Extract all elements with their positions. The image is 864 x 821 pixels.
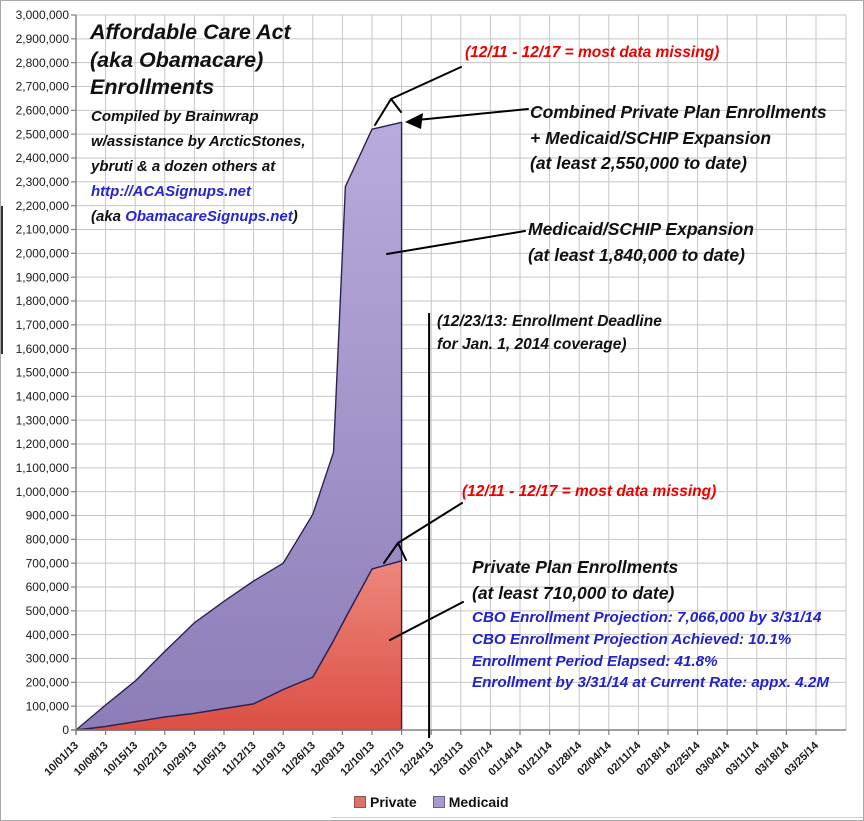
svg-text:01/28/14: 01/28/14 <box>545 739 585 779</box>
svg-text:800,000: 800,000 <box>25 532 69 547</box>
credit-line-2: w/assistance by ArcticStones, <box>91 133 306 150</box>
svg-text:1,800,000: 1,800,000 <box>15 294 69 309</box>
svg-text:2,200,000: 2,200,000 <box>15 198 69 213</box>
medicaid-line-1: Medicaid/SCHIP Expansion <box>528 219 754 239</box>
combined-line-1: Combined Private Plan Enrollments <box>530 102 827 122</box>
cbo-line-3: Enrollment Period Elapsed: 41.8% <box>472 652 718 670</box>
svg-text:300,000: 300,000 <box>25 651 69 666</box>
combined-line-2: + Medicaid/SCHIP Expansion <box>530 127 772 148</box>
note-cbo-projections <box>472 607 829 694</box>
medicaid-line-2: (at least 1,840,000 to date) <box>528 244 745 265</box>
svg-text:02/04/14: 02/04/14 <box>575 739 614 779</box>
svg-text:2,700,000: 2,700,000 <box>15 79 69 94</box>
pointer-combined-arrowhead <box>405 113 423 129</box>
private-swatch-icon <box>354 796 366 808</box>
credit-line-1: Compiled by Brainwrap <box>91 108 259 125</box>
credits-block <box>91 104 306 229</box>
svg-text:03/25/14: 03/25/14 <box>782 739 822 779</box>
svg-text:03/04/14: 03/04/14 <box>693 739 733 779</box>
pointer-medicaid <box>387 231 525 254</box>
svg-text:1,200,000: 1,200,000 <box>15 437 69 452</box>
chart-legend <box>354 794 509 810</box>
svg-text:03/11/14: 03/11/14 <box>723 739 762 778</box>
svg-text:3,000,000: 3,000,000 <box>15 8 69 23</box>
svg-text:600,000: 600,000 <box>25 580 69 595</box>
cbo-line-1: CBO Enrollment Projection: 7,066,000 by 3/31/14 <box>472 609 822 626</box>
svg-text:1,600,000: 1,600,000 <box>15 341 69 356</box>
credit-line-3: ybruti & a dozen others at <box>91 158 276 175</box>
svg-text:2,000,000: 2,000,000 <box>15 246 69 261</box>
svg-text:12/03/13: 12/03/13 <box>308 739 348 779</box>
svg-text:1,100,000: 1,100,000 <box>15 461 69 475</box>
svg-text:2,900,000: 2,900,000 <box>15 32 69 46</box>
medicaid-swatch-icon <box>433 796 445 808</box>
svg-text:01/07/14: 01/07/14 <box>456 739 496 779</box>
svg-text:12/17/13: 12/17/13 <box>367 739 407 779</box>
svg-text:2,500,000: 2,500,000 <box>15 127 69 142</box>
svg-text:02/18/14: 02/18/14 <box>634 739 674 779</box>
title-line-1: Affordable Care Act <box>90 20 291 44</box>
legend-entry-private <box>354 794 417 810</box>
svg-text:03/18/14: 03/18/14 <box>752 739 792 779</box>
svg-text:100,000: 100,000 <box>25 699 69 714</box>
svg-text:1,300,000: 1,300,000 <box>15 413 69 428</box>
legend-entry-medicaid <box>433 794 509 810</box>
svg-text:200,000: 200,000 <box>25 675 69 690</box>
aka-prefix: (aka <box>91 208 126 225</box>
note-private-enrollments <box>472 555 678 606</box>
svg-text:12/10/13: 12/10/13 <box>338 739 378 779</box>
svg-text:1,400,000: 1,400,000 <box>15 389 69 404</box>
svg-text:12/24/13: 12/24/13 <box>397 739 437 779</box>
note-missing-data-top: (12/11 - 12/17 = most data missing) <box>465 44 720 61</box>
svg-text:02/11/14: 02/11/14 <box>605 739 644 778</box>
svg-text:10/15/13: 10/15/13 <box>101 739 141 779</box>
svg-text:1,700,000: 1,700,000 <box>15 318 69 332</box>
cbo-line-2: CBO Enrollment Projection Achieved: 10.1% <box>472 630 792 648</box>
svg-text:1,900,000: 1,900,000 <box>15 270 69 285</box>
svg-text:2,600,000: 2,600,000 <box>15 103 69 118</box>
note-combined-enrollments <box>530 100 827 177</box>
svg-text:10/08/13: 10/08/13 <box>71 739 111 779</box>
svg-text:2,800,000: 2,800,000 <box>15 55 69 70</box>
svg-text:1,500,000: 1,500,000 <box>15 365 69 380</box>
svg-text:11/19/13: 11/19/13 <box>249 739 289 778</box>
svg-text:2,300,000: 2,300,000 <box>15 175 69 189</box>
svg-text:700,000: 700,000 <box>25 556 69 571</box>
svg-text:10/22/13: 10/22/13 <box>131 739 170 779</box>
bottom-frame-line <box>331 817 864 818</box>
svg-text:10/01/13: 10/01/13 <box>42 739 82 779</box>
combined-line-3: (at least 2,550,000 to date) <box>530 153 747 173</box>
svg-text:01/21/14: 01/21/14 <box>515 739 555 779</box>
svg-text:01/14/14: 01/14/14 <box>486 739 526 779</box>
title-line-2: (aka Obamacare) <box>90 47 264 72</box>
svg-text:2,100,000: 2,100,000 <box>15 222 69 237</box>
svg-text:500,000: 500,000 <box>25 604 69 618</box>
aka-line <box>91 204 306 229</box>
svg-text:900,000: 900,000 <box>25 508 69 523</box>
legend-label-private: Private <box>370 794 417 810</box>
svg-text:1,000,000: 1,000,000 <box>15 484 69 499</box>
svg-text:400,000: 400,000 <box>25 627 69 642</box>
cbo-line-4: Enrollment by 3/31/14 at Current Rate: appx. 4.2M <box>472 674 830 692</box>
svg-text:11/05/13: 11/05/13 <box>190 739 230 778</box>
deadline-line-1: (12/23/13: Enrollment Deadline <box>437 313 662 330</box>
obamacaresignups-link[interactable]: ObamacareSignups.net <box>125 208 293 225</box>
note-medicaid-expansion <box>528 217 754 268</box>
note-missing-data-bottom: (12/11 - 12/17 = most data missing) <box>462 483 717 500</box>
aka-suffix: ) <box>292 208 298 225</box>
title-line-3: Enrollments <box>90 75 215 99</box>
svg-text:11/12/13: 11/12/13 <box>220 739 259 778</box>
svg-text:02/25/14: 02/25/14 <box>663 739 703 779</box>
private-line-1: Private Plan Enrollments <box>472 557 679 577</box>
svg-text:12/31/13: 12/31/13 <box>427 739 466 779</box>
chart-title <box>90 19 291 102</box>
svg-text:10/29/13: 10/29/13 <box>160 739 200 779</box>
svg-text:0: 0 <box>62 723 69 738</box>
acasignups-link[interactable]: http://ACASignups.net <box>91 183 251 200</box>
svg-text:2,400,000: 2,400,000 <box>15 151 69 166</box>
left-edge-line <box>1 206 3 354</box>
legend-label-medicaid: Medicaid <box>448 794 509 810</box>
deadline-line-2: for Jan. 1, 2014 coverage) <box>437 336 627 353</box>
private-line-2: (at least 710,000 to date) <box>472 582 675 603</box>
svg-text:11/26/13: 11/26/13 <box>279 739 318 778</box>
note-enrollment-deadline <box>437 310 662 356</box>
